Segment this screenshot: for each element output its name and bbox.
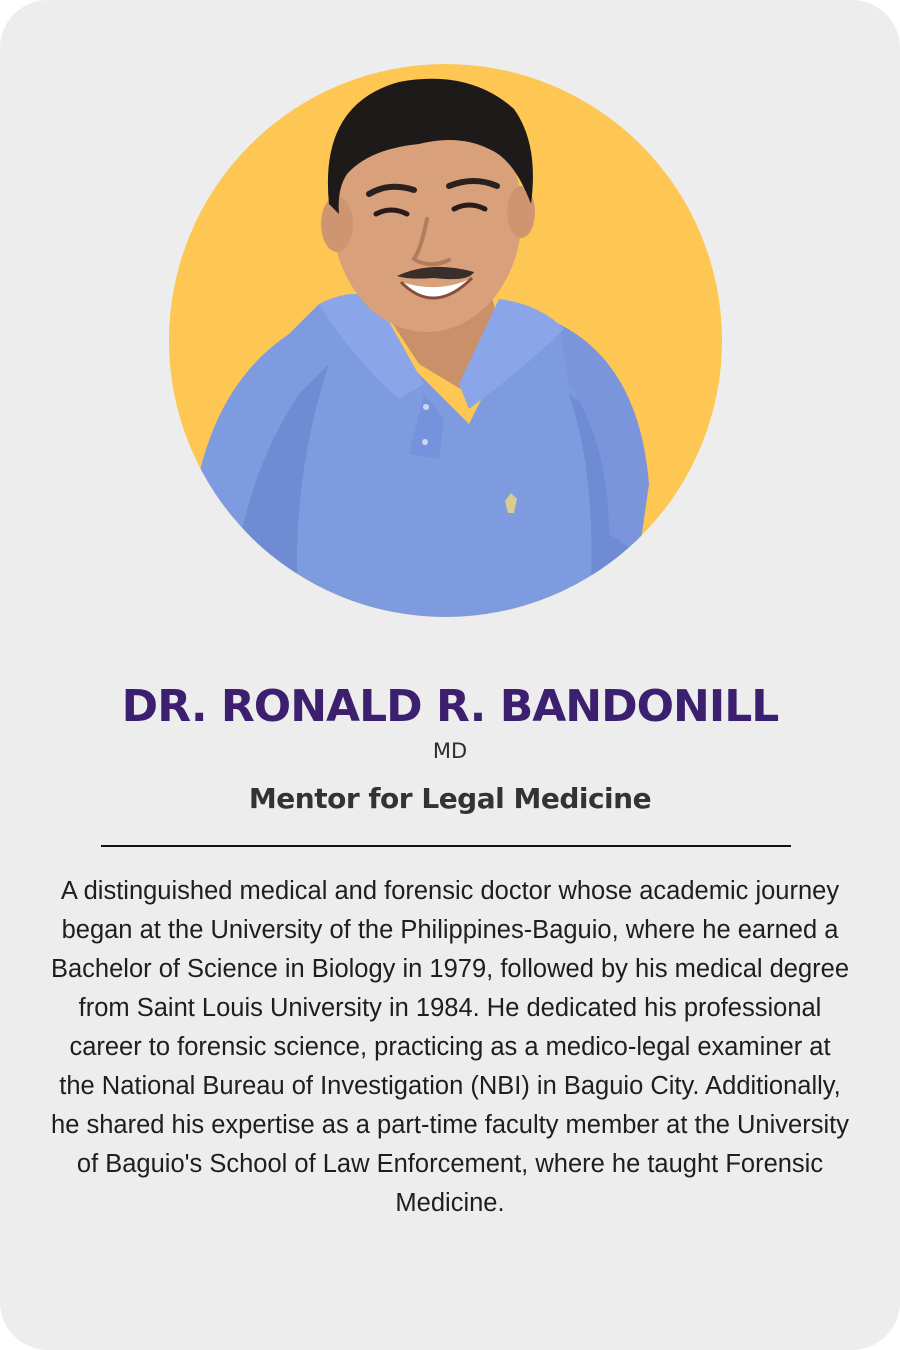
profile-name: DR. RONALD R. BANDONILL — [121, 681, 779, 732]
profile-photo — [169, 64, 722, 617]
section-divider — [101, 845, 791, 847]
profile-bio: A distinguished medical and forensic doctor whose academic journey began at the University of the Philippines-Baguio, where he earned a Bachelor of Science in Biology in 1979, followed by his medical degree from Saint Louis University in 1984. He dedicated his professional career to forensic science, practicing as a medico-legal examiner at the National Bureau of Investigation (NBI) in Baguio City. Additionally, he shared his expertise as a part-time faculty member at the University of Baguio's School of Law Enforcement, where he taught Forensic Medicine. — [50, 877, 850, 1217]
portrait-photo-icon — [169, 64, 722, 617]
profile-credential: MD — [432, 739, 468, 763]
profile-role: Mentor for Legal Medicine — [248, 782, 652, 815]
